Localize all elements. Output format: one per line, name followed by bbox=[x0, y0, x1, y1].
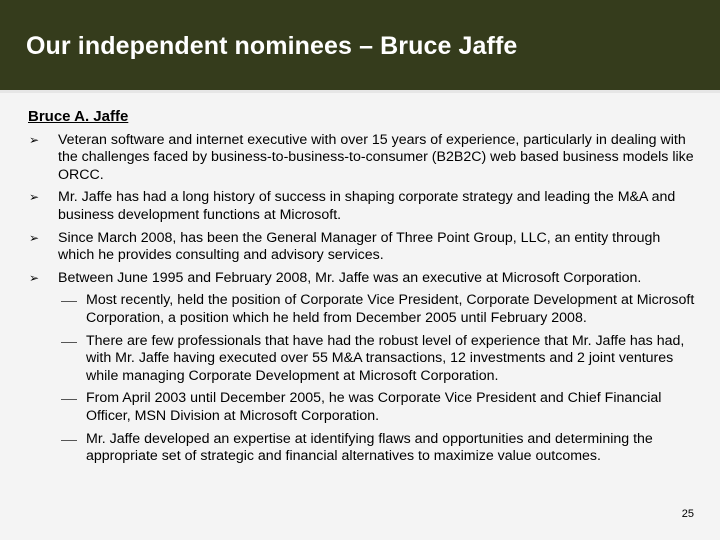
arrow-bullet-icon: ➢ bbox=[29, 270, 40, 285]
slide-content bbox=[28, 108, 698, 471]
bullet-text: Since March 2008, has been the General Manager of Three Point Group, LLC, an entity through which he provides consulting and advisory services. bbox=[58, 229, 661, 264]
bullet-text: Mr. Jaffe has had a long history of success in shaping corporate strategy and leading the M&A and business development functions at Microsoft. bbox=[58, 189, 676, 223]
sub-bullet-text: There are few professionals that have had the robust level of experience that Mr. Jaffe has had, with Mr. Jaffe having executed over 55 M&A transactions, 12 investments and 2 joint ventures while managing Corporate Development at Microsoft Corporation. bbox=[86, 332, 685, 384]
arrow-bullet-icon: ➢ bbox=[29, 132, 40, 147]
bullet-item bbox=[28, 230, 698, 265]
sub-bullet-item bbox=[28, 292, 698, 327]
title-bar bbox=[0, 0, 720, 90]
slide-title: Our independent nominees – Bruce Jaffe bbox=[26, 32, 518, 60]
dash-bullet-icon bbox=[61, 399, 77, 400]
dash-bullet-icon bbox=[61, 301, 77, 302]
bullet-item bbox=[28, 189, 698, 224]
title-divider bbox=[0, 90, 720, 93]
bullet-text: Between June 1995 and February 2008, Mr. Jaffe was an executive at Microsoft Corporation. bbox=[58, 269, 642, 286]
sub-bullet-text: Most recently, held the position of Corporate Vice President, Corporate Development at Microsoft Corporation, a position which he held from December 2005 until February 2008. bbox=[86, 292, 695, 326]
sub-bullet-text: Mr. Jaffe developed an expertise at identifying flaws and opportunities and determining the appropriate set of strategic and financial alternatives to maximize value outcomes. bbox=[86, 430, 653, 465]
sub-bullet-item bbox=[28, 390, 698, 425]
bullet-item bbox=[28, 270, 698, 288]
dash-bullet-icon bbox=[61, 342, 77, 343]
arrow-bullet-icon: ➢ bbox=[29, 190, 40, 205]
page-number: 25 bbox=[681, 508, 694, 520]
sub-bullet-text: From April 2003 until December 2005, he was Corporate Vice President and Chief Financial Officer, MSN Division at Microsoft Corporation. bbox=[86, 390, 662, 424]
nominee-name: Bruce A. Jaffe bbox=[28, 108, 129, 125]
arrow-bullet-icon: ➢ bbox=[29, 230, 40, 245]
sub-bullet-item bbox=[28, 431, 698, 466]
bullet-item bbox=[28, 132, 698, 185]
bullet-text: Veteran software and internet executive with over 15 years of experience, particularly in dealing with the challenges faced by business-to-business-to-consumer (B2B2C) web based business models like ORCC. bbox=[58, 131, 694, 183]
sub-bullet-item bbox=[28, 333, 698, 386]
dash-bullet-icon bbox=[61, 440, 77, 441]
